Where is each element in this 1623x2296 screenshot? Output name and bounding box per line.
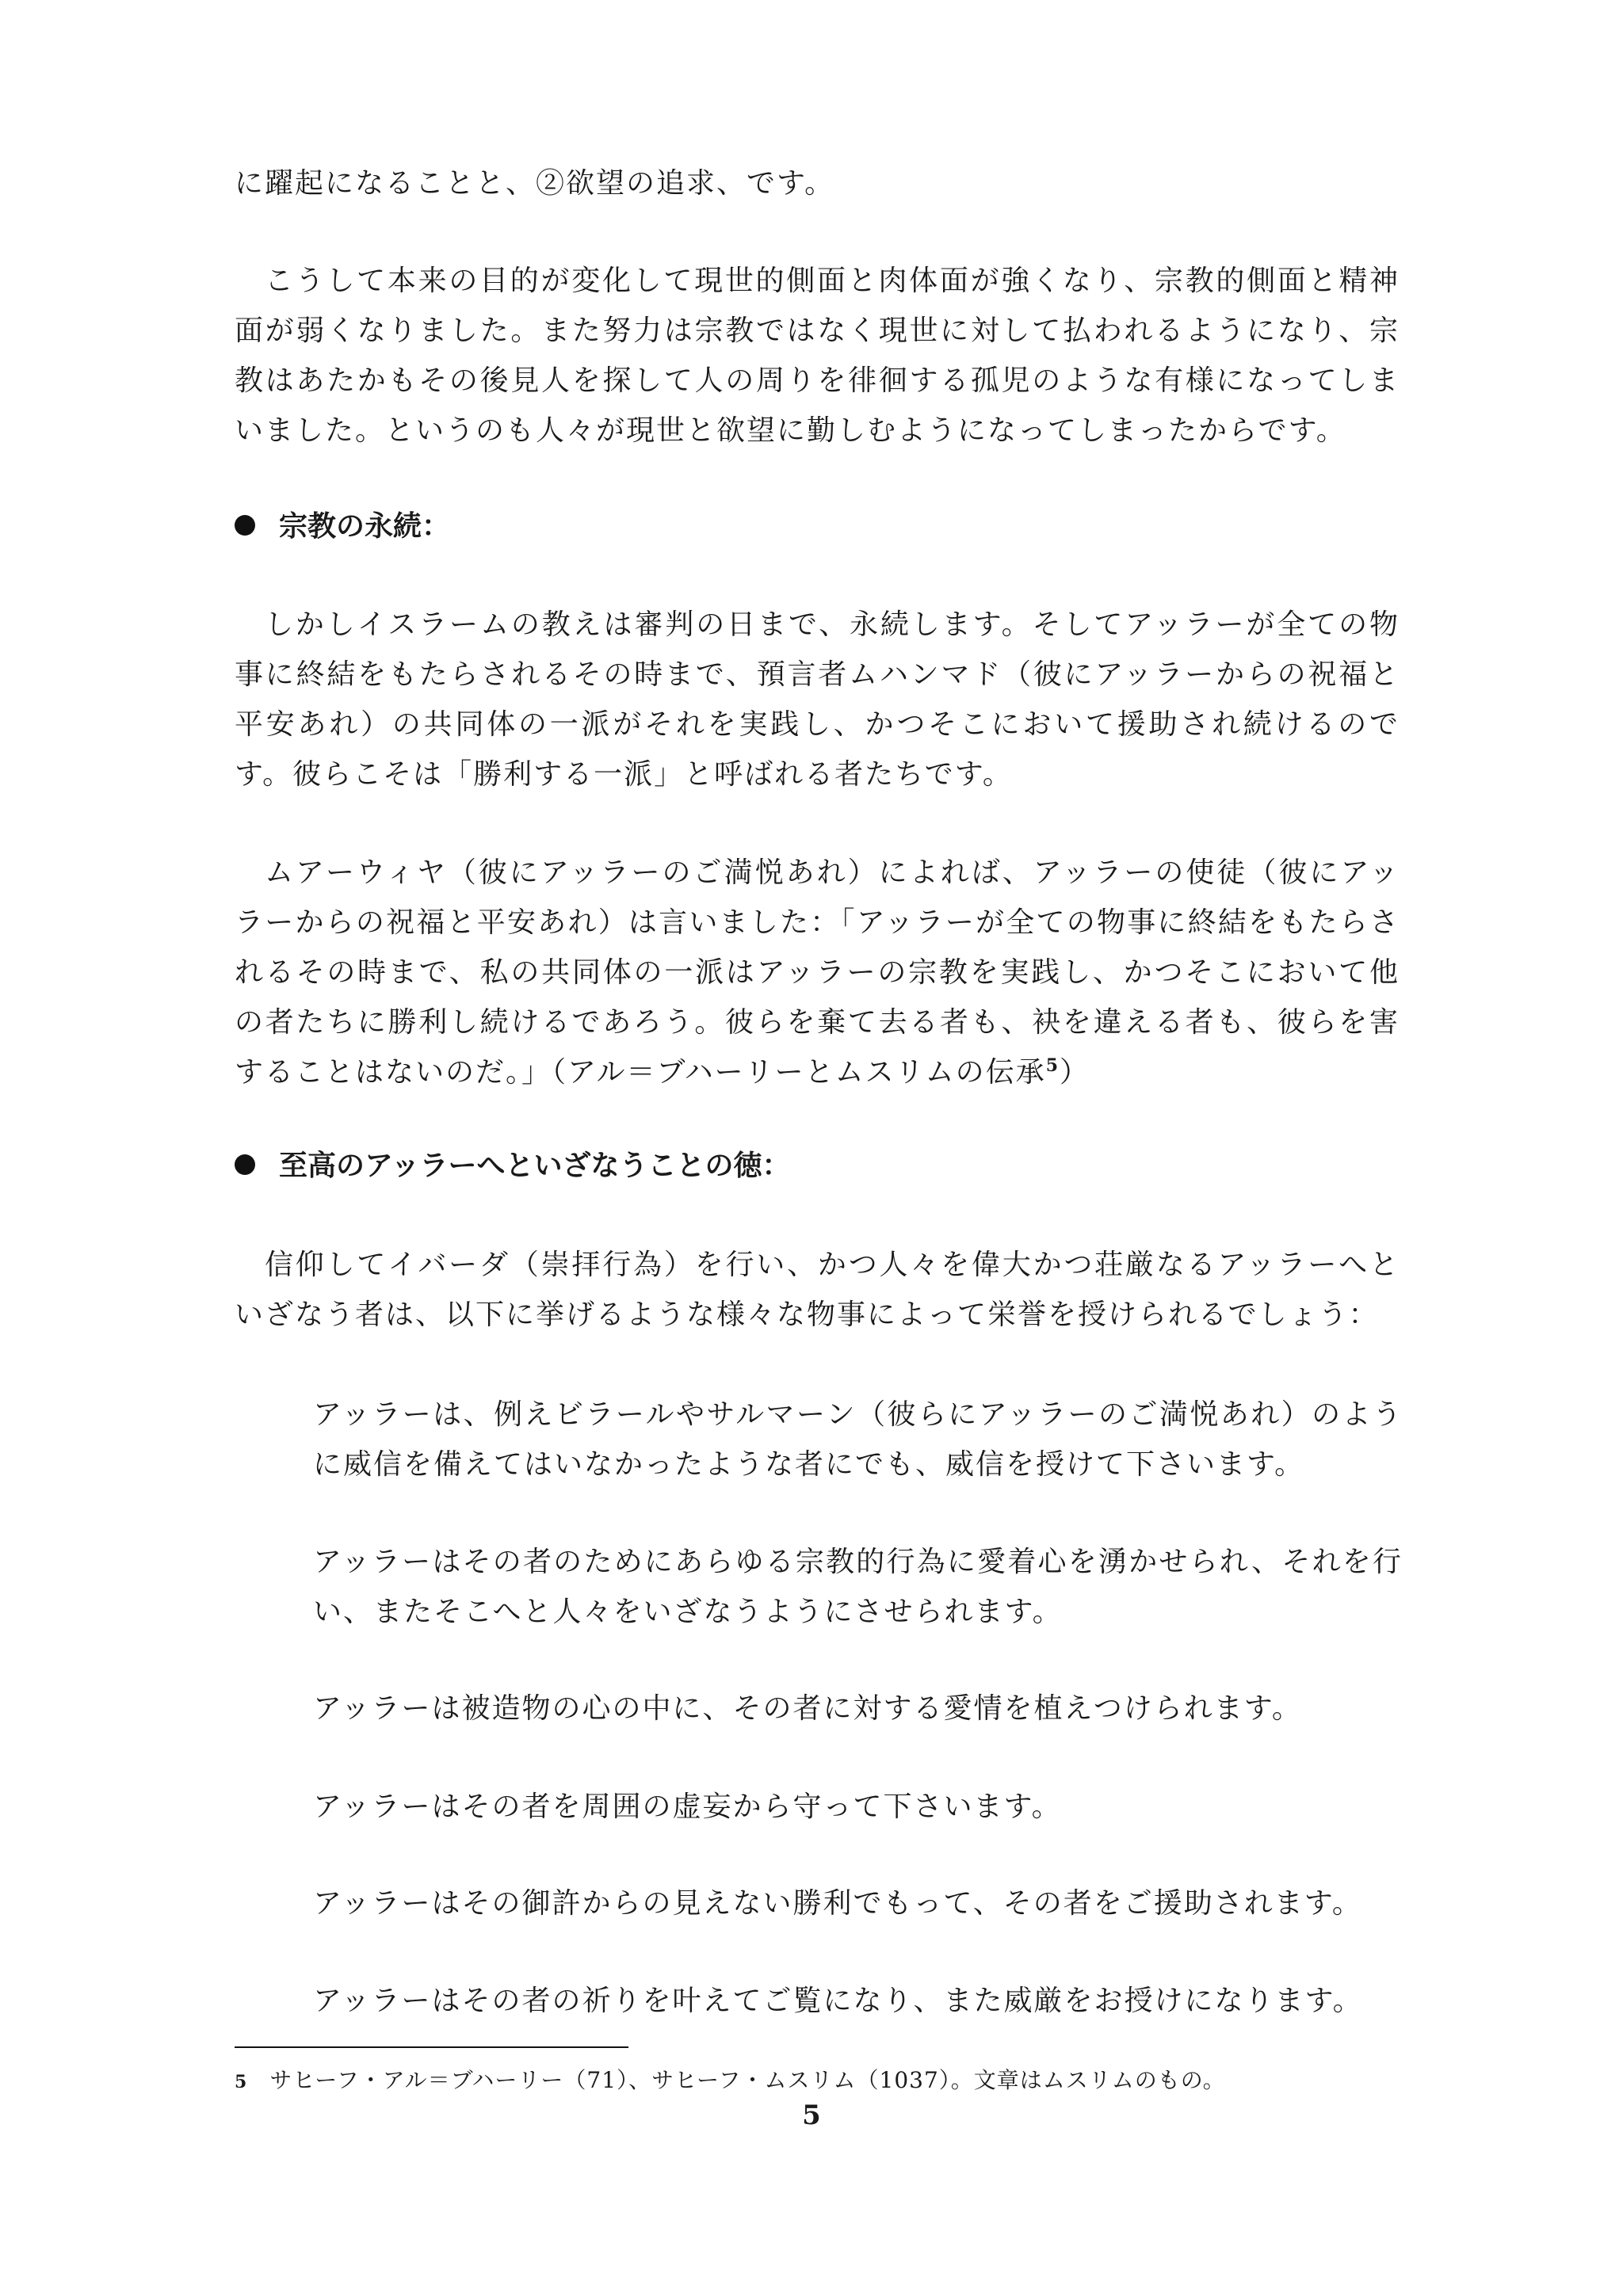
footnote-reference: 5 [1045, 1055, 1060, 1076]
list-item: アッラーはその者のためにあらゆる宗教的行為に愛着心を湧かせられ、それを行い、またそこへと人々をいざなうようにさせられます。 [313, 1546, 1403, 1628]
section-heading-permanence [235, 507, 450, 547]
list-item: アッラーは、例えビラールやサルマーン（彼らにアッラーのご満悦あれ）のように威信を備えてはいなかったような者にでも、威信を授けて下さいます。 [313, 1398, 1403, 1481]
section-heading-virtue [235, 1146, 790, 1186]
paragraph-3: しかしイスラームの教えは審判の日まで、永続します。そしてアッラーが全ての物事に終結をもたらされるその時まで、預言者ムハンマド（彼にアッラーからの祝福と平安あれ）の共同体の一派がそれを実践し、かつそこにおいて援助され続けるのです。彼らこそは「勝利する一派」と呼ばれる者たちです。 [235, 608, 1400, 791]
section-heading-permanence-text: 宗教の永続： [279, 510, 451, 543]
list-item: アッラーは被造物の心の中に、その者に対する愛情を植えつけられます。 [313, 1692, 1302, 1725]
paragraph-5: 信仰してイバーダ（崇拝行為）を行い、かつ人々を偉大かつ荘厳なるアッラーへといざなう者は、以下に挙げるような様々な物事によって栄誉を授けられるでしょう： [235, 1249, 1400, 1331]
paragraph-1: に躍起になることと、②欲望の追求、です。 [235, 167, 835, 200]
footnote [235, 2065, 1407, 2098]
section-heading-virtue-text: 至高のアッラーへといざなうことの徳： [279, 1150, 791, 1182]
list-item: アッラーはその御許からの見えない勝利でもって、その者をご援助されます。 [313, 1887, 1362, 1920]
paragraph-4-text: ムアーウィヤ（彼にアッラーのご満悦あれ）によれば、アッラーの使徒（彼にアッラーからの祝福と平安あれ）は言いました：「アッラーが全ての物事に終結をもたらされるその時まで、私の共同体の一派はアッラーの宗教を実践し、かつそこにおいて他の者たちに勝利し続けるであろう。彼らを棄て去る者も、袂を違える者も、彼らを害することはないのだ。」（アル＝ブハーリーとムスリムの伝承 [235, 856, 1400, 1089]
list-item: アッラーはその者の祈りを叶えてご覧になり、また威厳をお授けになります。 [313, 1985, 1363, 2017]
paragraph-4-end: ） [1060, 1056, 1090, 1089]
page-number: 5 [802, 2100, 821, 2131]
footnote-text: サヒーフ・アル＝ブハーリー（71）、サヒーフ・ムスリム（1037）。文章はムスリムのもの。 [269, 2067, 1226, 2093]
footnote-divider [235, 2046, 628, 2048]
paragraph-4 [235, 848, 1400, 1097]
bullet-icon [235, 515, 255, 536]
list-item: アッラーはその者を周囲の虚妄から守って下さいます。 [313, 1791, 1062, 1823]
paragraph-2: こうして本来の目的が変化して現世的側面と肉体面が強くなり、宗教的側面と精神面が弱くなりました。また努力は宗教ではなく現世に対して払われるようになり、宗教はあたかもその後見人を探して人の周りを徘徊する孤児のような有様になってしまいました。というのも人々が現世と欲望に勤しむようになってしまったからです。 [235, 265, 1400, 447]
footnote-mark: 5 [235, 2072, 248, 2092]
bullet-icon [235, 1154, 255, 1175]
